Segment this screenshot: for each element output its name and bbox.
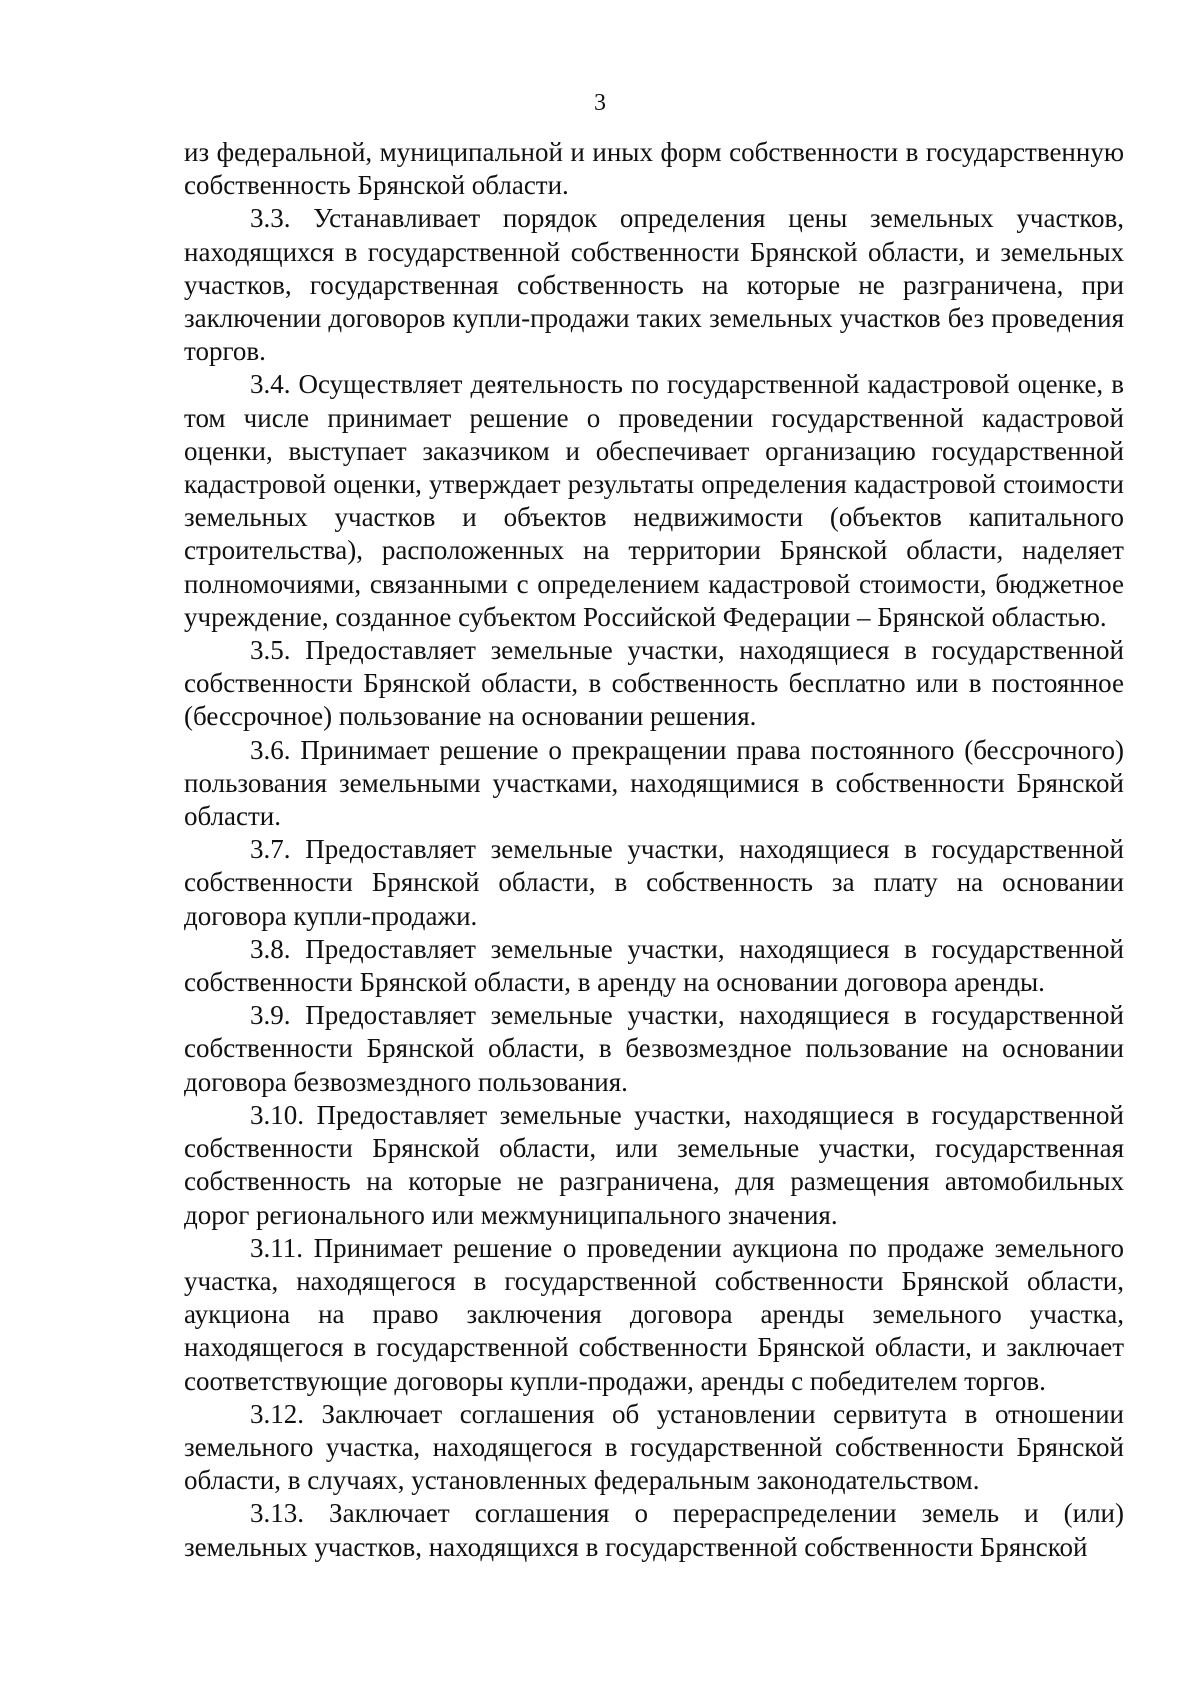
paragraph-continuation: из федеральной, муниципальной и иных форм собственности в государственную собственность Брянской области. bbox=[184, 137, 1124, 201]
paragraph-3-13: 3.13. Заключает соглашения о перераспределении земель и (или) земельных участков, находящихся в государственной собственности Брянской bbox=[184, 1498, 1124, 1562]
paragraph-3-7: 3.7. Предоставляет земельные участки, находящиеся в государственной собственности Брянской области, в собственность за плату на основании договора купли-продажи. bbox=[184, 834, 1124, 931]
paragraph-3-8: 3.8. Предоставляет земельные участки, находящиеся в государственной собственности Брянской области, в аренду на основании договора аренды. bbox=[184, 933, 1124, 998]
paragraph-3-6: 3.6. Принимает решение о прекращении права постоянного (бессрочного) пользования земельными участками, находящимися в собственности Брянской области. bbox=[184, 734, 1124, 832]
page-number: 3 bbox=[594, 90, 606, 116]
paragraph-3-3: 3.3. Устанавливает порядок определения цены земельных участков, находящихся в государственной собственности Брянской области, и земельных участков, государственная собственность на которые не разграничена, при заключении договоров купли-продажи таких земельных участков без проведения торгов. bbox=[184, 203, 1124, 367]
paragraph-3-4: 3.4. Осуществляет деятельность по государственной кадастровой оценке, в том числе принимает решение о проведении государственной кадастровой оценки, выступает заказчиком и обеспечивает организацию государственной кадастровой оценки, утверждает результаты определения кадастровой стоимости земельных участков и объектов недвижимости (объектов капитального строительства), расположенных на территории Брянской области, наделяет полномочиями, связанными с определением кадастровой стоимости, бюджетное учреждение, созданное субъектом Российской Федерации – Брянской областью. bbox=[184, 369, 1124, 632]
paragraph-3-9: 3.9. Предоставляет земельные участки, находящиеся в государственной собственности Брянской области, в безвозмездное пользование на основании договора безвозмездного пользования. bbox=[184, 1000, 1124, 1097]
paragraph-3-11: 3.11. Принимает решение о проведении аукциона по продаже земельного участка, находящегося в государственной собственности Брянской области, аукциона на право заключения договора аренды земельного участка, находящегося в государственной собственности Брянской области, и заключает соответствующие договоры купли-продажи, аренды с победителем торгов. bbox=[184, 1232, 1124, 1396]
paragraph-3-5: 3.5. Предоставляет земельные участки, находящиеся в государственной собственности Брянской области, в собственность бесплатно или в постоянное (бессрочное) пользование на основании решения. bbox=[184, 635, 1124, 732]
paragraph-3-10: 3.10. Предоставляет земельные участки, находящиеся в государственной собственности Брянской области, или земельные участки, государственная собственность на которые не разграничена, для размещения автомобильных дорог регионального или межмуниципального значения. bbox=[184, 1099, 1124, 1230]
document-body bbox=[184, 136, 1124, 1564]
paragraph-3-12: 3.12. Заключает соглашения об установлении сервитута в отношении земельного участка, находящегося в государственной собственности Брянской области, в случаях, установленных федеральным законодательством. bbox=[184, 1398, 1124, 1496]
